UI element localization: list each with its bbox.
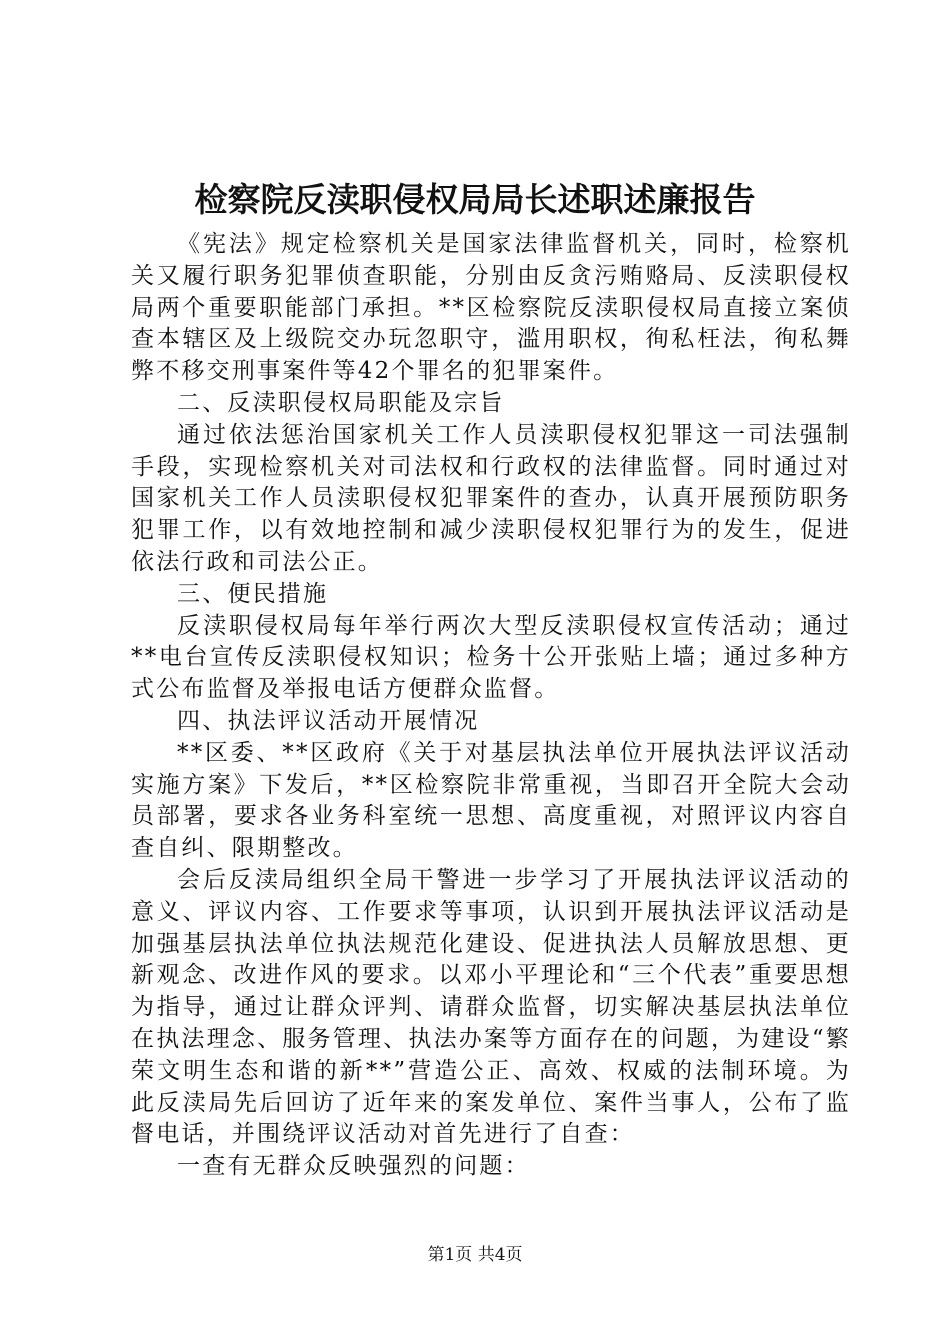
paragraph-study: 会后反渎局组织全局干警进一步学习了开展执法评议活动的意义、评议内容、工作要求等事项，认识到开展执法评议活动是加强基层执法单位执法规范化建设、促进执法人员解放思想、更新观念、改进作风的要求。以邓小平理论和“三个代表”重要思想为指导，通过让群众评判、请群众监督，切实解决基层执法单位在执法理念、服务管理、执法办案等方面存在的问题，为建设“繁荣文明生态和谐的新**”营造公正、高效、权威的法制环境。为此反渎局先后回访了近年来的案发单位、案件当事人，公布了监督电话，并围绕评议活动对首先进行了自查： — [131, 866, 851, 1148]
page-footer: 第1页 共4页 — [427, 1245, 523, 1265]
document-title: 检察院反渎职侵权局局长述职述廉报告 — [194, 180, 756, 219]
document-body — [131, 229, 851, 1183]
paragraph-check-1: 一查有无群众反映强烈的问题： — [177, 1153, 530, 1180]
paragraph-evaluation: **区委、**区政府《关于对基层执法单位开展执法评议活动实施方案》下发后，**区检察院非常重视，当即召开全院大会动员部署，要求各业务科室统一思想、高度重视，对照评议内容自查自纠、限期整改。 — [131, 739, 851, 862]
paragraph-intro: 《宪法》规定检察机关是国家法律监督机关，同时，检察机关又履行职务犯罪侦查职能，分别由反贪污贿赂局、反渎职侵权局两个重要职能部门承担。**区检察院反渎职侵权局直接立案侦查本辖区及上级院交办玩忽职守，滥用职权，徇私枉法，徇私舞弊不移交刑事案件等42个罪名的犯罪案件。 — [131, 231, 851, 385]
section-heading-4: 四、执法评议活动开展情况 — [177, 707, 480, 734]
section-heading-3: 三、便民措施 — [177, 580, 329, 607]
paragraph-measures: 反渎职侵权局每年举行两次大型反渎职侵权宣传活动；通过**电台宣传反渎职侵权知识；检务十公开张贴上墙；通过多种方式公布监督及举报电话方便群众监督。 — [131, 612, 851, 703]
paragraph-functions: 通过依法惩治国家机关工作人员渎职侵权犯罪这一司法强制手段，实现检察机关对司法权和行政权的法律监督。同时通过对国家机关工作人员渎职侵权犯罪案件的查办，认真开展预防职务犯罪工作，以有效地控制和减少渎职侵权犯罪行为的发生，促进依法行政和司法公正。 — [131, 421, 851, 575]
section-heading-2: 二、反渎职侵权局职能及宗旨 — [177, 389, 505, 416]
